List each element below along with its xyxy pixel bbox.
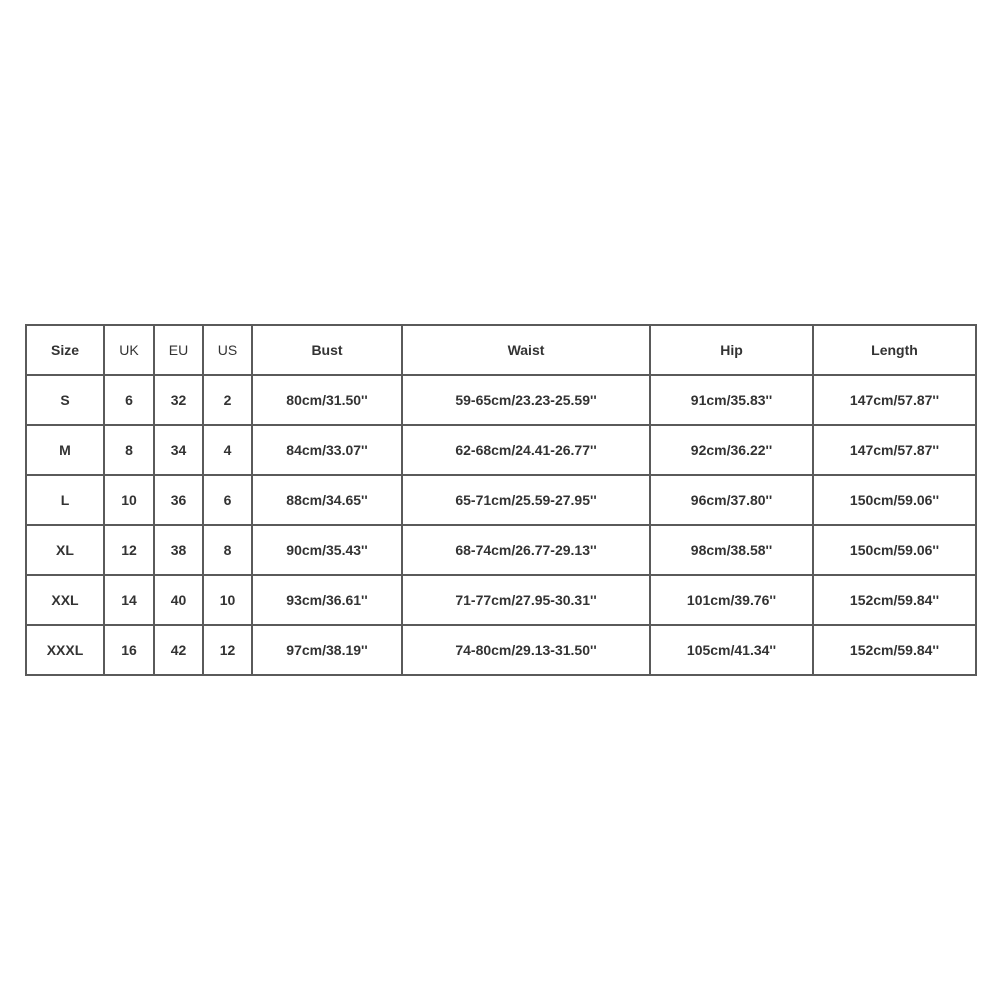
cell-hip: 105cm/41.34'' [650,625,813,675]
cell-uk: 8 [104,425,154,475]
cell-us: 12 [203,625,252,675]
header-waist: Waist [402,325,650,375]
cell-bust: 84cm/33.07'' [252,425,402,475]
table-row [26,525,976,575]
cell-uk: 12 [104,525,154,575]
cell-hip: 98cm/38.58'' [650,525,813,575]
header-us: US [203,325,252,375]
cell-size: XL [26,525,104,575]
cell-length: 150cm/59.06'' [813,525,976,575]
cell-waist: 71-77cm/27.95-30.31'' [402,575,650,625]
header-length: Length [813,325,976,375]
cell-size: L [26,475,104,525]
cell-waist: 62-68cm/24.41-26.77'' [402,425,650,475]
table-row [26,475,976,525]
cell-eu: 32 [154,375,203,425]
header-hip: Hip [650,325,813,375]
table-row [26,625,976,675]
header-eu: EU [154,325,203,375]
header-bust: Bust [252,325,402,375]
cell-uk: 10 [104,475,154,525]
cell-waist: 74-80cm/29.13-31.50'' [402,625,650,675]
cell-waist: 59-65cm/23.23-25.59'' [402,375,650,425]
cell-us: 6 [203,475,252,525]
cell-length: 147cm/57.87'' [813,375,976,425]
header-uk: UK [104,325,154,375]
cell-size: S [26,375,104,425]
cell-hip: 101cm/39.76'' [650,575,813,625]
cell-uk: 6 [104,375,154,425]
cell-length: 150cm/59.06'' [813,475,976,525]
cell-size: XXL [26,575,104,625]
table-row [26,375,976,425]
table-row [26,575,976,625]
cell-waist: 65-71cm/25.59-27.95'' [402,475,650,525]
cell-bust: 90cm/35.43'' [252,525,402,575]
cell-size: XXXL [26,625,104,675]
cell-bust: 80cm/31.50'' [252,375,402,425]
cell-length: 152cm/59.84'' [813,575,976,625]
cell-uk: 16 [104,625,154,675]
cell-hip: 96cm/37.80'' [650,475,813,525]
cell-bust: 93cm/36.61'' [252,575,402,625]
header-size: Size [26,325,104,375]
cell-eu: 38 [154,525,203,575]
cell-eu: 40 [154,575,203,625]
cell-us: 10 [203,575,252,625]
cell-us: 2 [203,375,252,425]
header-row [26,325,976,375]
cell-bust: 97cm/38.19'' [252,625,402,675]
cell-us: 4 [203,425,252,475]
cell-bust: 88cm/34.65'' [252,475,402,525]
cell-us: 8 [203,525,252,575]
cell-size: M [26,425,104,475]
table-row [26,425,976,475]
size-chart-table [25,324,977,676]
cell-waist: 68-74cm/26.77-29.13'' [402,525,650,575]
cell-hip: 92cm/36.22'' [650,425,813,475]
cell-eu: 42 [154,625,203,675]
cell-length: 147cm/57.87'' [813,425,976,475]
cell-eu: 36 [154,475,203,525]
cell-uk: 14 [104,575,154,625]
cell-length: 152cm/59.84'' [813,625,976,675]
cell-hip: 91cm/35.83'' [650,375,813,425]
cell-eu: 34 [154,425,203,475]
